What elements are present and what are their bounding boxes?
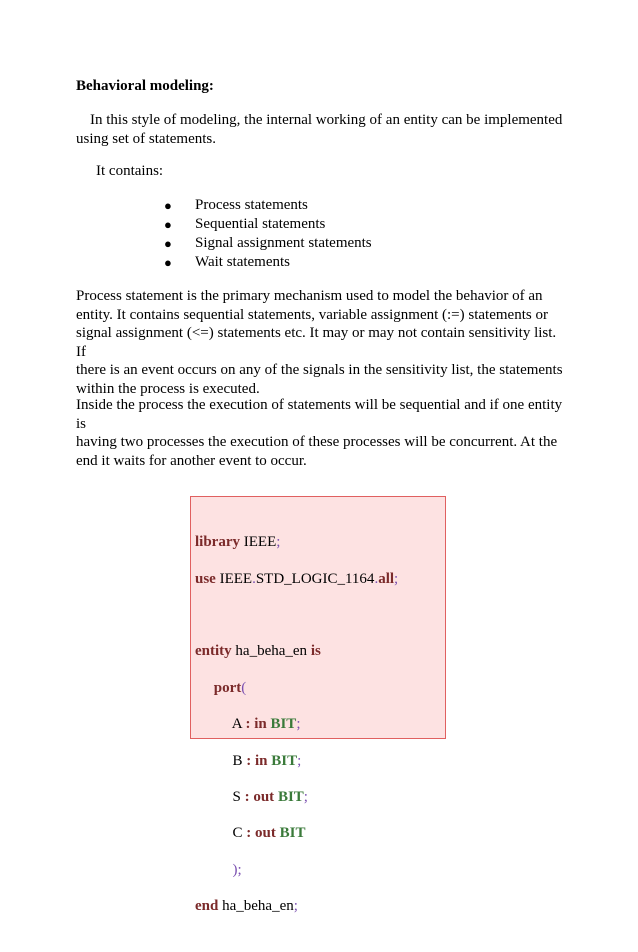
list-item: ● Wait statements <box>164 254 291 270</box>
code-line-port-b: B : in BIT; <box>232 752 302 769</box>
code-line-port-c: C : out BIT <box>232 825 306 842</box>
intro-paragraph <box>76 111 566 148</box>
code-block <box>190 496 446 915</box>
paragraph-line: end it waits for another event to occur. <box>76 452 307 469</box>
list-item: ● Signal assignment statements <box>164 235 372 251</box>
code-line-entity: entity ha_beha_en is <box>195 643 321 660</box>
code-line-close: ); <box>232 861 242 878</box>
bullet-icon: ● <box>164 217 172 232</box>
list-item: ● Process statements <box>164 197 308 213</box>
paragraph-line: entity. It contains sequential statements, variable assignment (:=) statements or <box>76 306 548 323</box>
execution-paragraph <box>76 396 566 470</box>
process-paragraph <box>76 287 566 398</box>
paragraph-line: Process statement is the primary mechanism used to model the behavior of an <box>76 288 543 304</box>
code-line-use: use IEEE.STD_LOGIC_1164.all; <box>195 570 399 587</box>
bullet-icon: ● <box>164 255 172 270</box>
intro-line-1: In this style of modeling, the internal working of an entity can be implemented <box>90 112 563 128</box>
list-item: ● Sequential statements <box>164 216 326 232</box>
code-line-port: port( <box>213 679 247 696</box>
section-heading: Behavioral modeling: <box>76 78 214 94</box>
code-line-port-a: A : in BIT; <box>231 716 301 733</box>
paragraph-line: Inside the process the execution of statements will be sequential and if one entity is <box>76 397 563 432</box>
vhdl-code <box>195 515 398 952</box>
contains-label: It contains: <box>96 163 164 179</box>
paragraph-line: there is an event occurs on any of the signals in the sensitivity list, the statements <box>76 362 563 378</box>
intro-line-2: using set of statements. <box>76 130 216 147</box>
code-line-end: end ha_beha_en; <box>195 898 298 915</box>
bullet-icon: ● <box>164 198 172 213</box>
code-line-library: library IEEE; <box>195 534 281 551</box>
bullet-icon: ● <box>164 236 172 251</box>
bullet-list <box>160 196 372 272</box>
paragraph-line: signal assignment (<=) statements etc. It may or may not contain sensitivity list. If <box>76 325 557 360</box>
code-line-blank <box>195 606 398 624</box>
paragraph-line: within the process is executed. <box>76 380 260 397</box>
paragraph-line: having two processes the execution of these processes will be concurrent. At the <box>76 434 558 450</box>
code-line-port-s: S : out BIT; <box>232 788 308 805</box>
